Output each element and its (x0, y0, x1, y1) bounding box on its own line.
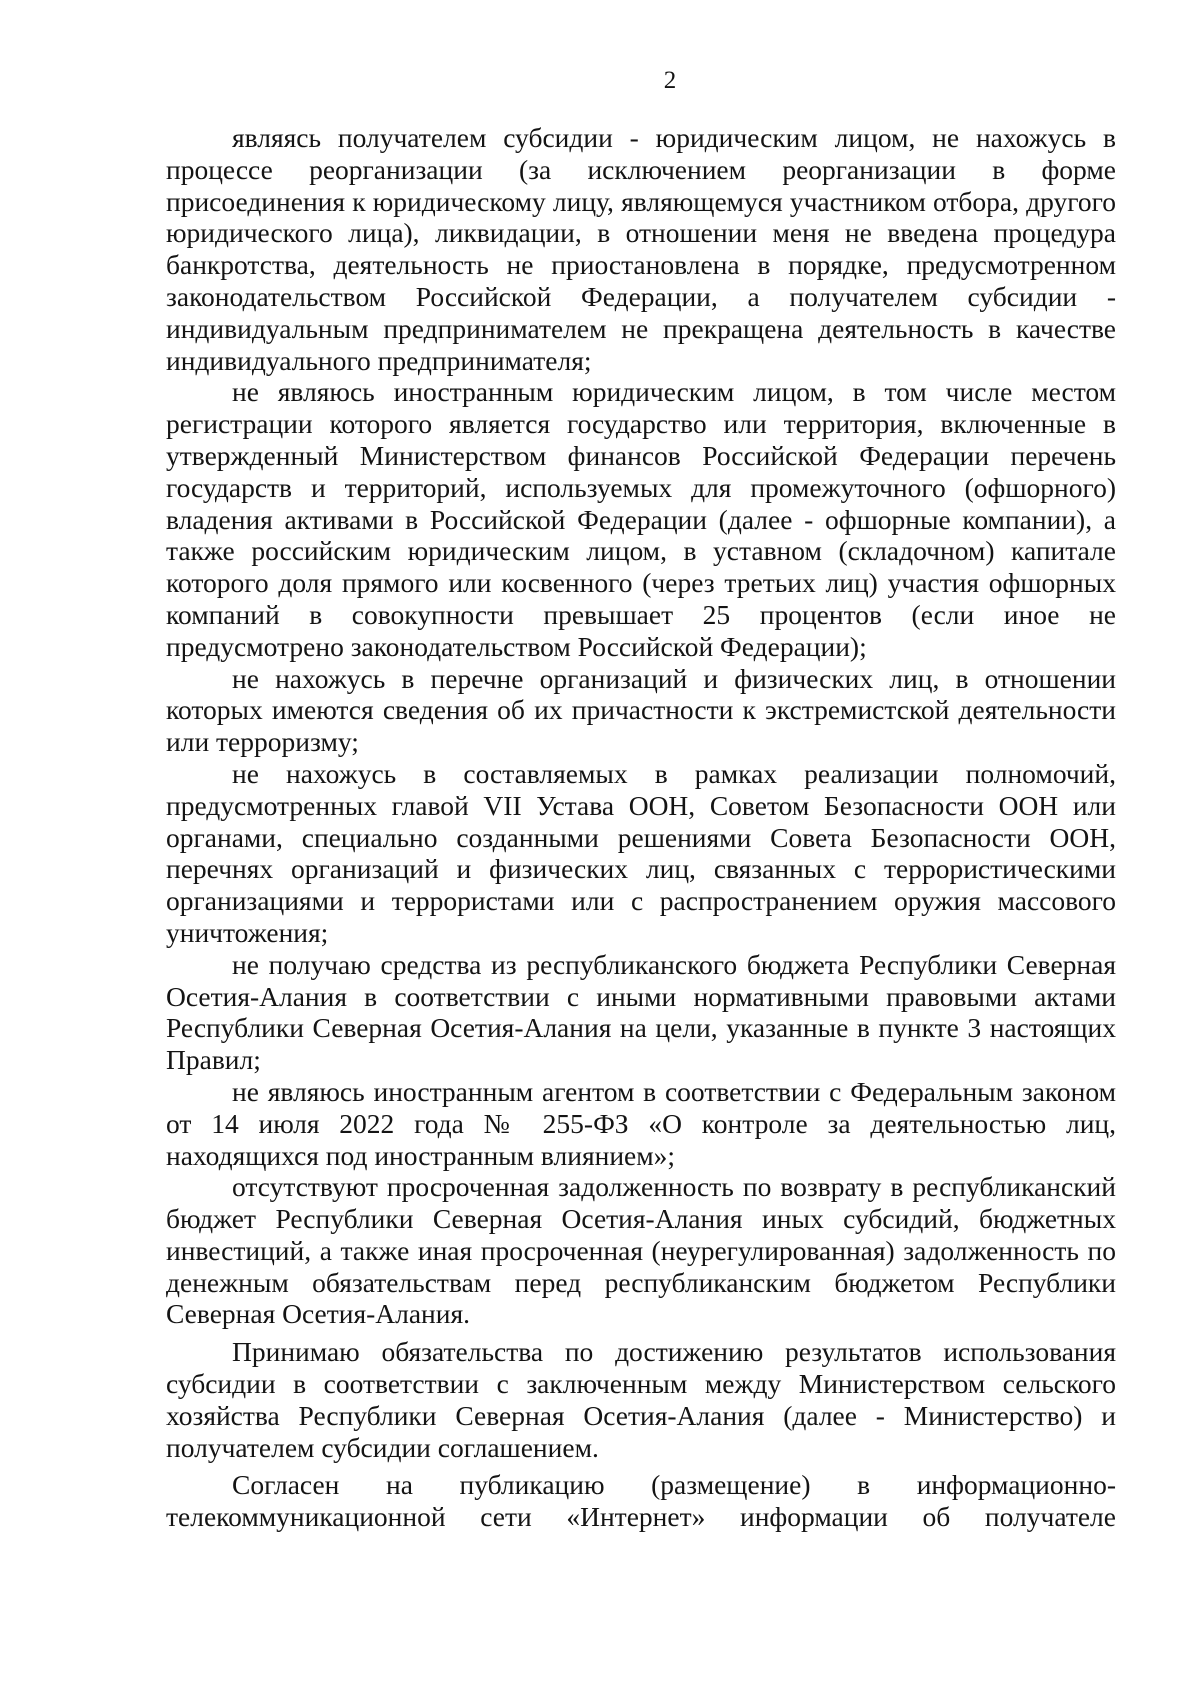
paragraph-un-sanctions-list: не нахожусь в составляемых в рамках реализации полномочий, предусмотренных главой VII Устава ООН, Советом Безопасности ООН или органами, специально созданными решениями Совета Безопасности ООН, перечнях организаций и физических лиц, связанных с террористическими организациями и террористами или с распространением оружия массового уничтожения; (166, 757, 1116, 948)
paragraph-obligations: Принимаю обязательства по достижению результатов использования субсидии в соответствии с заключенным между Министерством сельского хозяйства Республики Северная Осетия-Алания (далее - Министерство) и получателем субсидии соглашением. (166, 1336, 1116, 1463)
paragraph-legal-entity-status: являясь получателем субсидии - юридическим лицом, не нахожусь в процессе реорганизации (за исключением реорганизации в форме присоединения к юридическому лицу, являющемуся участником отбора, другого юридического лица), ликвидации, в отношении меня не введена процедура банкротства, деятельность не приостановлена в порядке, предусмотренном законодательством Российской Федерации, а получателем субсидии - индивидуальным предпринимателем не прекращена деятельность в качестве индивидуального предпринимателя; (166, 122, 1116, 376)
paragraph-budget-funds: не получаю средства из республиканского бюджета Республики Северная Осетия-Алания в соответствии с иными нормативными правовыми актами Республики Северная Осетия-Алания на цели, указанные в пункте 3 настоящих Правил; (166, 948, 1116, 1076)
paragraph-publication-consent: Согласен на публикацию (размещение) в информационно-телекоммуникационной сети «Интернет» информации об получателе (166, 1469, 1116, 1533)
paragraph-debt-absence: отсутствуют просроченная задолженность по возврату в республиканский бюджет Республики Северная Осетия-Алания иных субсидий, бюджетных инвестиций, а также иная просроченная (неурегулированная) задолженность по денежным обязательствам перед республиканским бюджетом Республики Северная Осетия-Алания. (166, 1171, 1116, 1330)
paragraph-offshore-status: не являюсь иностранным юридическим лицом, в том числе местом регистрации которого является государство или территория, включенные в утвержденный Министерством финансов Российской Федерации перечень государств и территорий, используемых для промежуточного (офшорного) владения активами в Российской Федерации (далее - офшорные компании), а также российским юридическим лицом, в уставном (складочном) капитале которого доля прямого или косвенного (через третьих лиц) участия офшорных компаний в совокупности превышает 25 процентов (если иное не предусмотрено законодательством Российской Федерации); (166, 376, 1116, 662)
paragraph-extremism-list: не нахожусь в перечне организаций и физических лиц, в отношении которых имеются сведения об их причастности к экстремистской деятельности или терроризму; (166, 662, 1116, 758)
paragraph-foreign-agent: не являюсь иностранным агентом в соответствии с Федеральным законом от 14 июля 2022 года № 255-ФЗ «О контроле за деятельностью лиц, находящихся под иностранным влиянием»; (166, 1075, 1116, 1171)
document-body (166, 122, 1116, 1533)
page-number: 2 (663, 67, 677, 94)
